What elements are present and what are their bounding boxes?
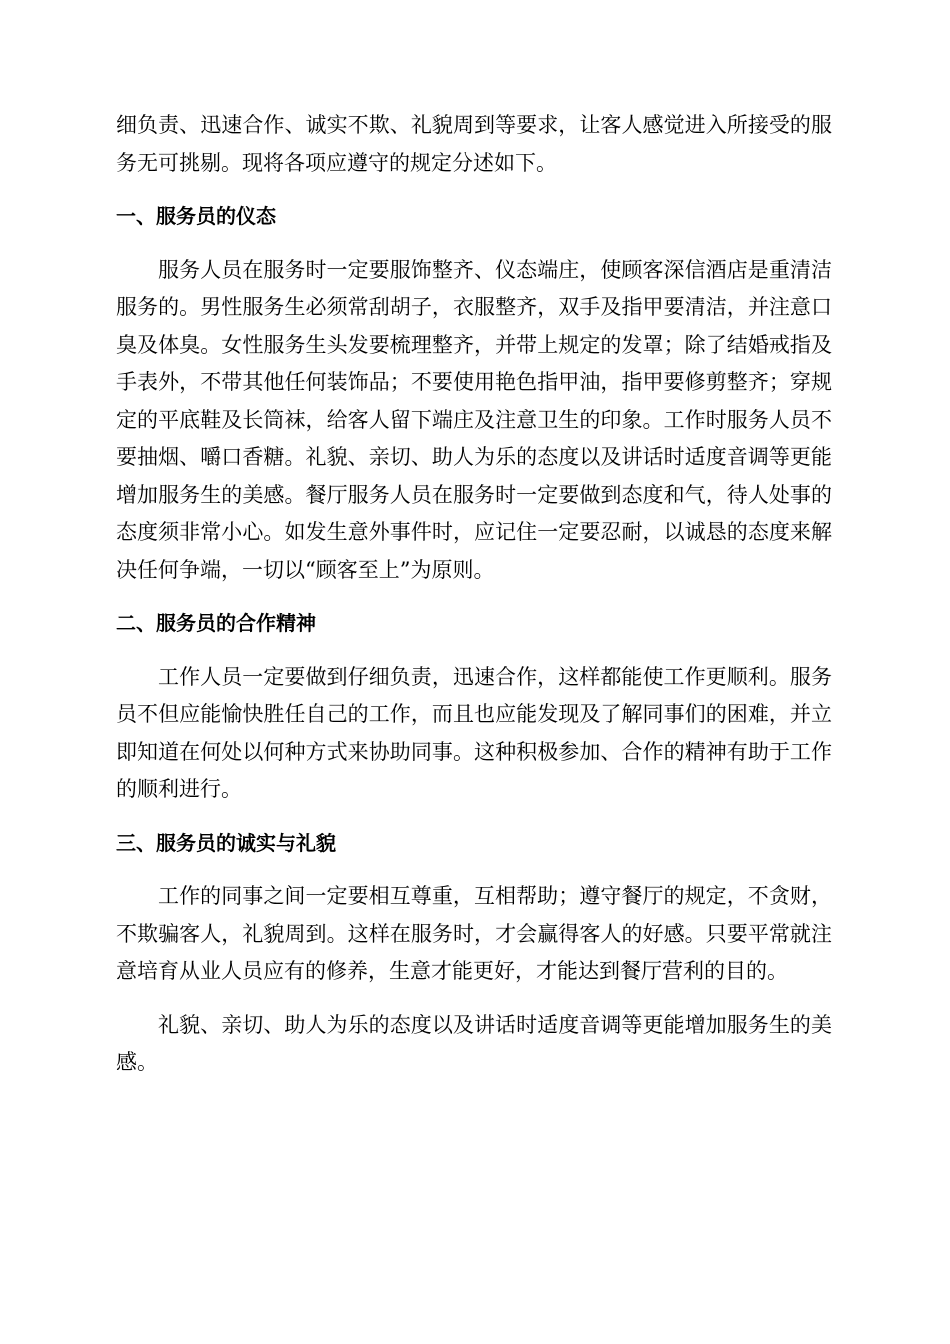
spacer [116,991,832,1007]
document-page [116,107,832,1082]
intro-paragraph: 细负责、迅速合作、诚实不欺、礼貌周到等要求，让客人感觉进入所接受的服务无可挑剔。现将各项应遵守的规定分述如下。 [116,113,832,175]
spacer [116,182,832,198]
section-1-heading: 一、服务员的仪态 [116,204,276,228]
section-3-paragraph-1: 工作的同事之间一定要相互尊重，互相帮助；遵守餐厅的规定，不贪财，不欺骗客人，礼貌周到。这样在服务时，才会赢得客人的好感。只要平常就注意培育从业人员应有的修养，生意才能更好，才能达到餐厅营利的目的。 [116,884,832,983]
spacer [116,862,832,878]
spacer [116,809,832,825]
spacer [116,589,832,605]
section-3-heading: 三、服务员的诚实与礼貌 [116,830,336,855]
spacer [116,236,832,252]
section-2-heading: 二、服务员的合作精神 [116,611,316,635]
spacer [116,643,832,659]
section-1-paragraph: 服务人员在服务时一定要服饰整齐、仪态端庄，使顾客深信酒店是重清洁服务的。男性服务生必须常刮胡子，衣服整齐，双手及指甲要清洁，并注意口臭及体臭。女性服务生头发要梳理整齐，并带上规定的发罩；除了结婚戒指及手表外，不带其他任何装饰品；不要使用艳色指甲油，指甲要修剪整齐；穿规定的平底鞋及长筒袜，给客人留下端庄及注意卫生的印象。工作时服务人员不要抽烟、嚼口香糖。礼貌、亲切、助人为乐的态度以及讲话时适度音调等更能增加服务生的美感。餐厅服务人员在服务时一定要做到态度和气，待人处事的态度须非常小心。如发生意外事件时，应记住一定要忍耐，以诚恳的态度来解决任何争端，一切以“顾客至上”为原则。 [116,257,832,582]
section-3-paragraph-2: 礼貌、亲切、助人为乐的态度以及讲话时适度音调等更能增加服务生的美感。 [116,1012,832,1074]
section-2-paragraph: 工作人员一定要做到仔细负责，迅速合作，这样都能使工作更顺利。服务员不但应能愉快胜任自己的工作，而且也应能发现及了解同事们的困难，并立即知道在何处以何种方式来协助同事。这种积极参加、合作的精神有助于工作的顺利进行。 [116,664,832,801]
